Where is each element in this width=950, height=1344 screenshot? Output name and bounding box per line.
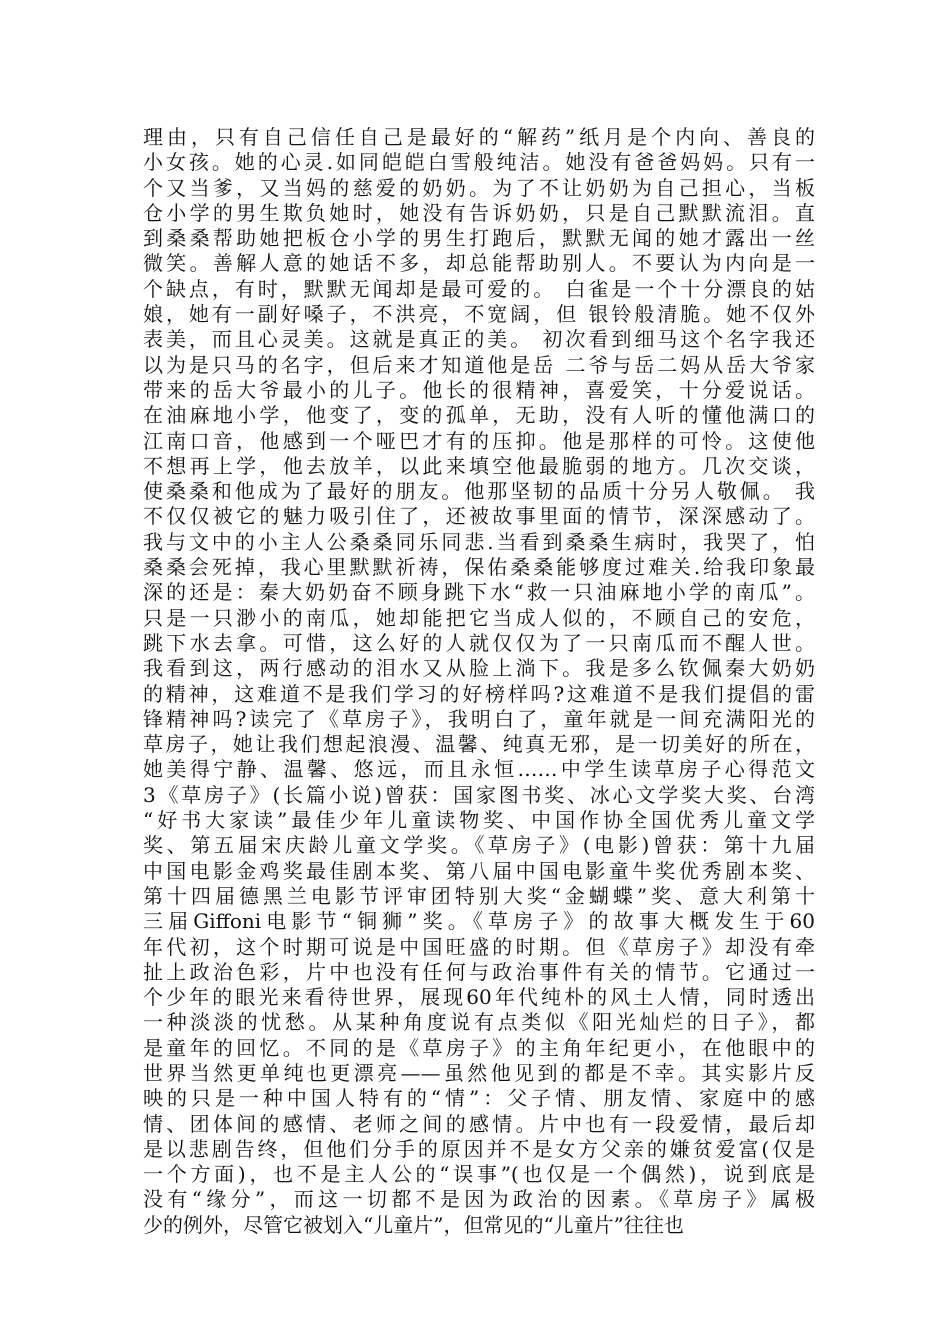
text-line: 江南口音，他感到一个哑巴才有的压抑。他是那样的可怜。这使他: [143, 428, 815, 453]
text-line: 草房子，她让我们想起浪漫、温馨、纯真无邪，是一切美好的所在，: [143, 732, 815, 757]
text-line: 个少年的眼光来看待世界，展现60年代纯朴的风土人情，同时透出: [143, 985, 815, 1010]
text-line: 我看到这，两行感动的泪水又从脸上淌下。我是多么钦佩秦大奶奶: [143, 656, 815, 681]
text-line: 情、团体间的感情、老师之间的感情。片中也有一段爱情，最后却: [143, 1111, 815, 1136]
text-line: 不想再上学，他去放羊，以此来填空他最脆弱的地方。几次交谈，: [143, 453, 815, 478]
text-line: 没有“缘分”，而这一切都不是因为政治的因素。《草房子》属极: [143, 1187, 815, 1212]
text-line: 在油麻地小学，他变了，变的孤单，无助，没有人听的懂他满口的: [143, 403, 815, 428]
text-line: 世界当然更单纯也更漂亮——虽然他见到的都是不幸。其实影片反: [143, 1060, 815, 1085]
text-line: 桑桑会死掉，我心里默默祈祷，保佑桑桑能够度过难关.给我印象最: [143, 555, 815, 580]
text-line: 第十四届德黑兰电影节评审团特别大奖“金蝴蝶”奖、意大利第十: [143, 883, 815, 908]
text-line: 扯上政治色彩，片中也没有任何与政治事件有关的情节。它通过一: [143, 959, 815, 984]
text-line: 以为是只马的名字，但后来才知道他是岳 二爷与岳二妈从岳大爷家: [143, 352, 815, 377]
text-line: 理由，只有自己信任自己是最好的“解药”纸月是个内向、善良的: [143, 125, 815, 149]
text-line: 映的只是一种中国人特有的“情”：父子情、朋友情、家庭中的感: [143, 1086, 815, 1111]
text-line: 奖、第五届宋庆龄儿童文学奖。《草房子》(电影)曾获：第十九届: [143, 833, 815, 858]
text-line: 她美得宁静、温馨、悠远，而且永恒……中学生读草房子心得范文: [143, 757, 815, 782]
body-paragraph: [143, 125, 815, 1238]
text-line: 锋精神吗?读完了《草房子》，我明白了，童年就是一间充满阳光的: [143, 706, 815, 731]
text-line: 少的例外，尽管它被划入“儿童片”，但常见的“儿童片”往往也: [143, 1212, 684, 1237]
text-line: 微笑。善解人意的她话不多，却总能帮助别人。不要认为内向是一: [143, 251, 815, 276]
text-line: 跳下水去拿。可惜，这么好的人就仅仅为了一只南瓜而不醒人世。: [143, 630, 815, 655]
text-line: 3《草房子》(长篇小说)曾获：国家图书奖、冰心文学奖大奖、台湾: [143, 782, 815, 807]
text-line: 只是一只渺小的南瓜，她却能把它当成人似的，不顾自己的安危，: [143, 605, 815, 630]
text-line: 我与文中的小主人公桑桑同乐同悲.当看到桑桑生病时，我哭了，怕: [143, 529, 815, 554]
text-line: 小女孩。她的心灵.如同皑皑白雪般纯洁。她没有爸爸妈妈。只有一: [143, 150, 815, 175]
text-line: 不仅仅被它的魅力吸引住了，还被故事里面的情节，深深感动了。: [143, 504, 815, 529]
text-line: 仓小学的男生欺负她时，她没有告诉奶奶，只是自己默默流泪。直: [143, 200, 815, 225]
text-line: 表美，而且心灵美。这就是真正的美。 初次看到细马这个名字我还: [143, 327, 815, 352]
text-line: 个又当爹，又当妈的慈爱的奶奶。为了不让奶奶为自己担心，当板: [143, 175, 815, 200]
text-line: 的精神，这难道不是我们学习的好榜样吗?这难道不是我们提倡的雷: [143, 681, 815, 706]
text-line: 到桑桑帮助她把板仓小学的男生打跑后，默默无闻的她才露出一丝: [143, 226, 815, 251]
text-line: 一种淡淡的忧愁。从某种角度说有点类似《阳光灿烂的日子》，都: [143, 1010, 815, 1035]
text-line: 是以悲剧告终，但他们分手的原因并不是女方父亲的嫌贫爱富(仅是: [143, 1136, 815, 1161]
text-line: 是童年的回忆。不同的是《草房子》的主角年纪更小，在他眼中的: [143, 1035, 815, 1060]
text-line: 深的还是：秦大奶奶奋不顾身跳下水“救一只油麻地小学的南瓜”。: [143, 580, 815, 605]
text-line: 娘，她有一副好嗓子，不洪亮，不宽阔，但 银铃般清脆。她不仅外: [143, 302, 815, 327]
text-line: 中国电影金鸡奖最佳剧本奖、第八届中国电影童牛奖优秀剧本奖、: [143, 858, 815, 883]
text-line: 年代初，这个时期可说是中国旺盛的时期。但《草房子》却没有牵: [143, 934, 815, 959]
text-line: 一个方面)，也不是主人公的“误事”(也仅是一个偶然)，说到底是: [143, 1162, 815, 1187]
text-line: 使桑桑和他成为了最好的朋友。他那坚韧的品质十分另人敬佩。 我: [143, 479, 815, 504]
text-line: “好书大家读”最佳少年儿童读物奖、中国作协全国优秀儿童文学: [143, 808, 815, 833]
text-line: 带来的岳大爷最小的儿子。他长的很精神，喜爱笑，十分爱说话。: [143, 377, 815, 402]
text-line: 三届Giffoni电影节“铜狮”奖。《草房子》的故事大概发生于60: [143, 909, 815, 934]
text-line: 个缺点，有时，默默无闻却是最可爱的。 白雀是一个十分漂良的姑: [143, 276, 815, 301]
